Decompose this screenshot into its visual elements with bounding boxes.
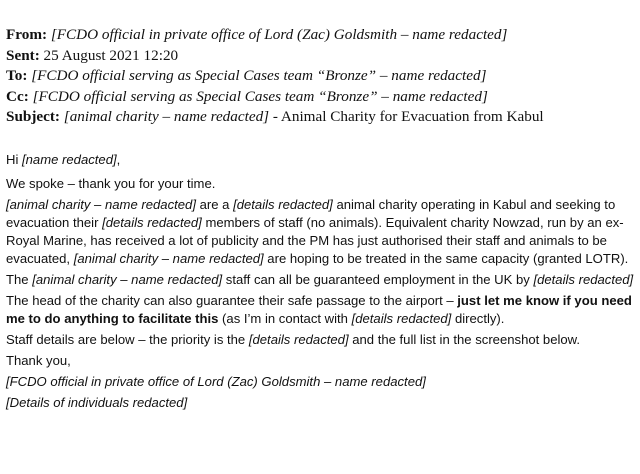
paragraph-thanks: We spoke – thank you for your time. [6,176,216,191]
subject-redacted: [animal charity – name redacted] [63,108,270,125]
paragraph-safe-passage [6,292,636,328]
redacted-details: [details redacted] [533,272,634,287]
redacted-charity-name: [animal charity – name redacted] [32,272,223,287]
sent-label: Sent: [6,46,40,64]
redacted-charity-name: [animal charity – name redacted] [73,251,264,266]
email-body [6,151,636,415]
paragraph-text: staff can all be guaranteed employment in the UK by [222,272,534,287]
subject-value: - Animal Charity for Evacuation from Kabul [269,108,544,125]
paragraph-text: animal charity operating in Kabul and seeking to evacuation their [6,197,616,230]
email-header [6,25,636,128]
cc-label: Cc: [6,87,29,105]
redacted-details: [details redacted] [233,197,333,212]
subject-label: Subject: [6,108,60,125]
paragraph-text: members of staff (no animals). Equivalent charity Nowzad, run by an ex-Royal Marine, has received a lot of publicity and the PM has just authorised their staff and animals to be evacuated, [6,215,624,266]
greeting-text: Hi [6,152,23,167]
subject-line [6,107,636,128]
paragraph-text: Staff details are below – the priority is the [6,332,249,347]
from-line [6,25,636,46]
paragraph-text: The head of the charity can also guarantee their safe passage to the airport – [6,293,458,308]
attachment-note: [Details of individuals redacted] [6,395,188,410]
greeting-redacted: [name redacted] [22,152,117,167]
redacted-details: [details redacted] [351,311,452,326]
to-label: To: [6,67,28,84]
paragraph-employment [6,271,636,289]
paragraph-text: directly). [451,311,505,326]
redacted-details: [details redacted] [248,332,349,347]
paragraph-charity-details [6,196,636,268]
from-label: From: [6,26,48,43]
to-line [6,66,636,87]
paragraph-text: The [6,272,33,287]
signature: [FCDO official in private office of Lord (Zac) Goldsmith – name redacted] [6,374,426,389]
redacted-details: [details redacted] [102,215,202,230]
to-value: [FCDO official serving as Special Cases team “Bronze” – name redacted] [31,67,487,84]
paragraph-text: (as I’m in contact with [218,311,352,326]
sent-value: 25 August 2021 12:20 [43,46,179,64]
cc-line [6,87,636,108]
redacted-charity-name: [animal charity – name redacted] [6,197,196,212]
bold-request-text: just let me know if you need me to do anything to facilitate this [6,293,632,326]
sent-line [6,46,636,67]
paragraph-text: are a [195,197,234,212]
sign-off: Thank you, [6,353,71,368]
greeting-end: , [116,152,121,167]
from-value: [FCDO official in private office of Lord (Zac) Goldsmith – name redacted] [50,26,508,43]
cc-value: [FCDO official serving as Special Cases team “Bronze” – name redacted] [32,87,488,105]
paragraph-text: and the full list in the screenshot below. [348,332,581,347]
paragraph-staff-details [6,331,636,349]
paragraph-text: are hoping to be treated in the same capacity (granted LOTR). [263,251,629,266]
greeting [6,151,636,169]
